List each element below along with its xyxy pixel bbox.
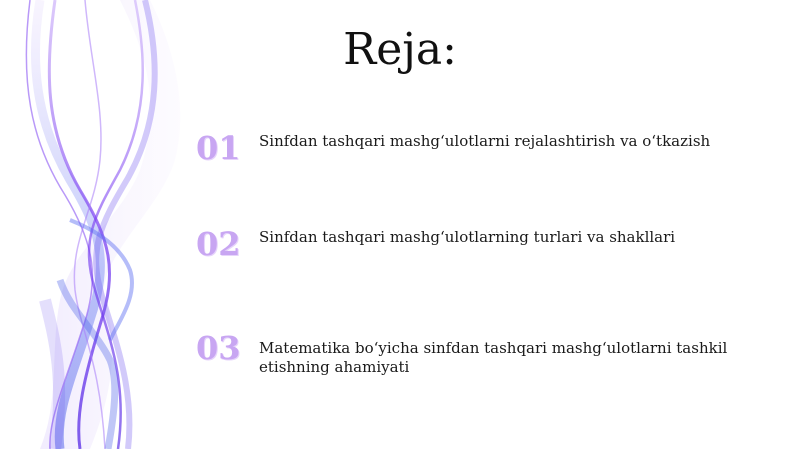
agenda-number: 02 <box>196 225 241 263</box>
slide-title: Reja: <box>343 24 457 75</box>
agenda-number: 01 <box>196 129 241 167</box>
agenda-text: Sinfdan tashqari mashg‘ulotlarni rejalashtirish va o‘tkazish <box>259 132 711 150</box>
agenda-text: Sinfdan tashqari mashg‘ulotlarning turlari va shakllari <box>259 228 676 246</box>
decorative-ribbon <box>0 0 200 449</box>
agenda-text: Matematika bo‘yicha sinfdan tashqari mashg‘ulotlarni tashkil etishning ahamiyati <box>259 339 728 376</box>
agenda-number: 03 <box>196 329 241 367</box>
